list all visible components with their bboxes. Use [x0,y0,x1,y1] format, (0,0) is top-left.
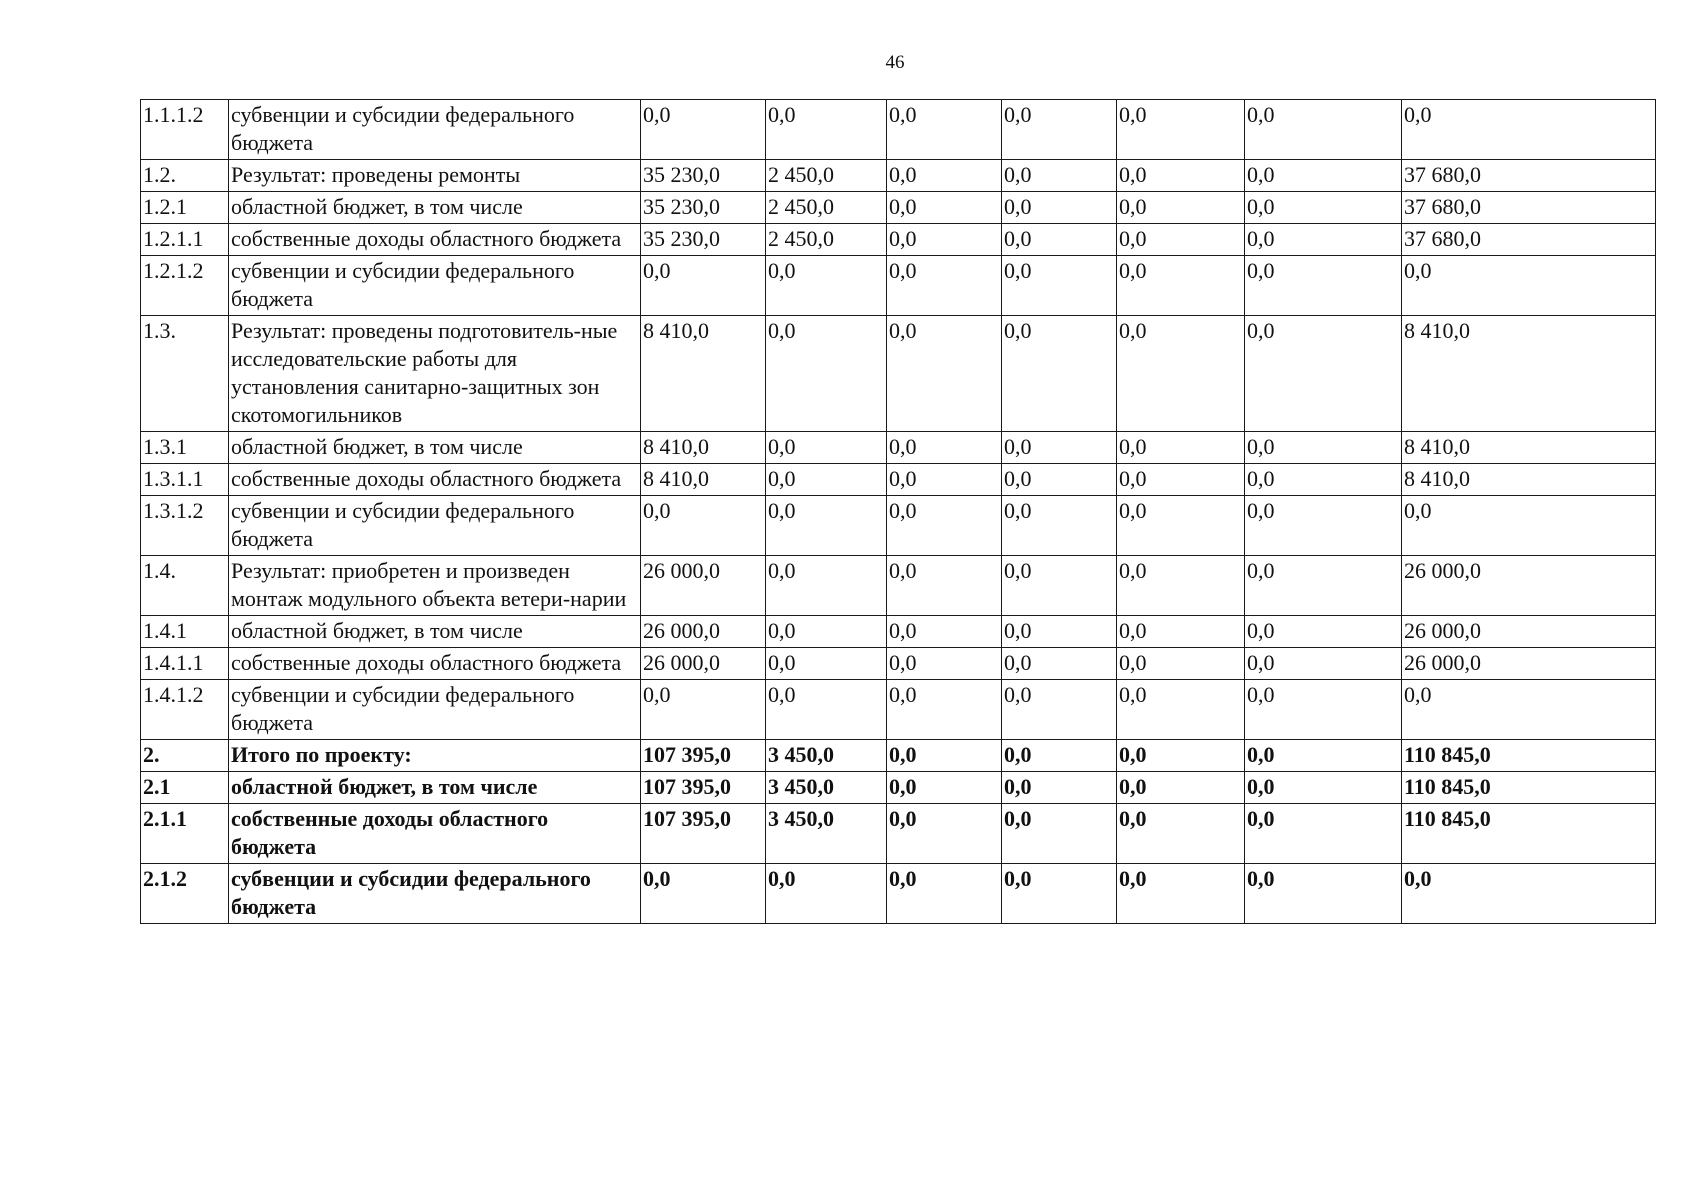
value-cell: 0,0 [1245,160,1402,192]
value-cell: 37 680,0 [1402,160,1656,192]
table-row [141,648,1656,680]
value-cell: 0,0 [1117,316,1245,432]
row-number-cell: 1.2.1 [141,192,229,224]
table-row [141,256,1656,316]
row-number-cell: 1.2.1.2 [141,256,229,316]
row-number-cell: 1.1.1.2 [141,100,229,160]
row-name-cell: собственные доходы областного бюджета [229,648,641,680]
row-name-cell: субвенции и субсидии федерального бюджета [229,100,641,160]
value-cell: 0,0 [1245,772,1402,804]
value-cell: 0,0 [1002,804,1117,864]
value-cell: 0,0 [1245,648,1402,680]
value-cell: 0,0 [1245,740,1402,772]
row-number-cell: 1.2. [141,160,229,192]
row-number-cell: 2.1.2 [141,864,229,924]
value-cell: 2 450,0 [766,192,887,224]
value-cell: 0,0 [887,680,1002,740]
value-cell: 110 845,0 [1402,804,1656,864]
value-cell: 0,0 [887,224,1002,256]
value-cell: 8 410,0 [1402,432,1656,464]
value-cell: 0,0 [1117,160,1245,192]
value-cell: 0,0 [1002,616,1117,648]
value-cell: 0,0 [1245,432,1402,464]
table-row [141,740,1656,772]
value-cell: 0,0 [766,100,887,160]
value-cell: 0,0 [887,464,1002,496]
value-cell: 0,0 [1117,100,1245,160]
value-cell: 0,0 [887,496,1002,556]
row-name-cell: областной бюджет, в том числе [229,432,641,464]
value-cell: 26 000,0 [1402,648,1656,680]
table-row [141,556,1656,616]
row-name-cell: собственные доходы областного бюджета [229,464,641,496]
table-row [141,804,1656,864]
value-cell: 0,0 [766,496,887,556]
row-name-cell: Результат: проведены ремонты [229,160,641,192]
value-cell: 8 410,0 [641,316,766,432]
value-cell: 0,0 [1245,556,1402,616]
value-cell: 0,0 [887,556,1002,616]
table-row [141,100,1656,160]
value-cell: 2 450,0 [766,160,887,192]
value-cell: 0,0 [1245,616,1402,648]
row-name-cell: Результат: приобретен и произведен монтаж модульного объекта ветери-нарии [229,556,641,616]
value-cell: 0,0 [1245,192,1402,224]
value-cell: 0,0 [1002,772,1117,804]
value-cell: 110 845,0 [1402,772,1656,804]
value-cell: 0,0 [887,740,1002,772]
row-name-cell: субвенции и субсидии федерального бюджета [229,680,641,740]
value-cell: 0,0 [1117,648,1245,680]
budget-table-body [141,100,1656,924]
value-cell: 0,0 [1002,464,1117,496]
value-cell: 26 000,0 [641,616,766,648]
value-cell: 8 410,0 [641,432,766,464]
table-row [141,496,1656,556]
value-cell: 0,0 [887,864,1002,924]
value-cell: 0,0 [1002,224,1117,256]
budget-table [140,99,1656,924]
value-cell: 0,0 [766,464,887,496]
row-number-cell: 2. [141,740,229,772]
value-cell: 0,0 [887,100,1002,160]
value-cell: 0,0 [1002,100,1117,160]
value-cell: 0,0 [1117,192,1245,224]
table-row [141,680,1656,740]
value-cell: 0,0 [766,432,887,464]
row-number-cell: 1.3.1 [141,432,229,464]
value-cell: 0,0 [1117,256,1245,316]
table-row [141,464,1656,496]
row-number-cell: 1.3.1.1 [141,464,229,496]
value-cell: 0,0 [1245,464,1402,496]
value-cell: 0,0 [887,316,1002,432]
value-cell: 0,0 [1117,864,1245,924]
value-cell: 3 450,0 [766,740,887,772]
value-cell: 0,0 [1402,496,1656,556]
value-cell: 0,0 [766,616,887,648]
value-cell: 0,0 [641,496,766,556]
value-cell: 0,0 [887,256,1002,316]
value-cell: 26 000,0 [1402,556,1656,616]
value-cell: 3 450,0 [766,804,887,864]
value-cell: 107 395,0 [641,740,766,772]
value-cell: 107 395,0 [641,772,766,804]
value-cell: 0,0 [641,256,766,316]
row-name-cell: субвенции и субсидии федерального бюджета [229,256,641,316]
value-cell: 0,0 [766,556,887,616]
value-cell: 0,0 [766,316,887,432]
value-cell: 0,0 [887,192,1002,224]
value-cell: 0,0 [1002,556,1117,616]
value-cell: 0,0 [1117,804,1245,864]
table-row [141,316,1656,432]
value-cell: 8 410,0 [641,464,766,496]
value-cell: 0,0 [887,772,1002,804]
page-number: 46 [885,52,905,73]
row-name-cell: субвенции и субсидии федерального бюджета [229,864,641,924]
table-row [141,864,1656,924]
row-name-cell: Результат: проведены подготовитель-ные исследовательские работы для установления санитарно-защитных зон скотомогильников [229,316,641,432]
value-cell: 0,0 [1245,496,1402,556]
value-cell: 0,0 [1402,864,1656,924]
table-row [141,772,1656,804]
row-number-cell: 2.1.1 [141,804,229,864]
table-row [141,160,1656,192]
value-cell: 0,0 [1002,648,1117,680]
value-cell: 0,0 [1002,316,1117,432]
value-cell: 0,0 [887,804,1002,864]
value-cell: 0,0 [1402,100,1656,160]
value-cell: 0,0 [1245,256,1402,316]
table-row [141,432,1656,464]
row-number-cell: 1.4.1.1 [141,648,229,680]
value-cell: 26 000,0 [641,648,766,680]
row-name-cell: областной бюджет, в том числе [229,192,641,224]
value-cell: 0,0 [1245,316,1402,432]
value-cell: 26 000,0 [641,556,766,616]
row-name-cell: областной бюджет, в том числе [229,772,641,804]
value-cell: 0,0 [1117,772,1245,804]
row-number-cell: 1.2.1.1 [141,224,229,256]
value-cell: 0,0 [1245,680,1402,740]
row-name-cell: Итого по проекту: [229,740,641,772]
value-cell: 0,0 [1117,496,1245,556]
value-cell: 0,0 [1002,864,1117,924]
value-cell: 0,0 [1117,680,1245,740]
value-cell: 0,0 [766,648,887,680]
value-cell: 3 450,0 [766,772,887,804]
value-cell: 0,0 [1245,100,1402,160]
row-number-cell: 1.3. [141,316,229,432]
table-row [141,224,1656,256]
value-cell: 0,0 [1245,224,1402,256]
value-cell: 0,0 [1402,680,1656,740]
value-cell: 0,0 [641,680,766,740]
value-cell: 35 230,0 [641,160,766,192]
value-cell: 0,0 [1117,464,1245,496]
value-cell: 0,0 [766,256,887,316]
row-name-cell: собственные доходы областного бюджета [229,804,641,864]
row-name-cell: областной бюджет, в том числе [229,616,641,648]
value-cell: 0,0 [641,864,766,924]
value-cell: 0,0 [1002,256,1117,316]
value-cell: 0,0 [1002,680,1117,740]
value-cell: 0,0 [641,100,766,160]
row-number-cell: 1.3.1.2 [141,496,229,556]
value-cell: 0,0 [1117,556,1245,616]
table-row [141,616,1656,648]
value-cell: 0,0 [1245,864,1402,924]
row-name-cell: субвенции и субсидии федерального бюджета [229,496,641,556]
value-cell: 0,0 [1117,432,1245,464]
value-cell: 0,0 [1402,256,1656,316]
value-cell: 0,0 [1002,192,1117,224]
value-cell: 107 395,0 [641,804,766,864]
value-cell: 0,0 [1002,432,1117,464]
value-cell: 2 450,0 [766,224,887,256]
row-number-cell: 1.4.1 [141,616,229,648]
value-cell: 0,0 [1002,740,1117,772]
value-cell: 0,0 [1002,160,1117,192]
value-cell: 0,0 [766,864,887,924]
row-number-cell: 2.1 [141,772,229,804]
value-cell: 0,0 [887,432,1002,464]
value-cell: 0,0 [766,680,887,740]
value-cell: 37 680,0 [1402,192,1656,224]
value-cell: 0,0 [1117,224,1245,256]
value-cell: 8 410,0 [1402,464,1656,496]
value-cell: 8 410,0 [1402,316,1656,432]
value-cell: 0,0 [1117,740,1245,772]
value-cell: 110 845,0 [1402,740,1656,772]
row-name-cell: собственные доходы областного бюджета [229,224,641,256]
row-number-cell: 1.4. [141,556,229,616]
value-cell: 0,0 [1002,496,1117,556]
value-cell: 35 230,0 [641,192,766,224]
value-cell: 35 230,0 [641,224,766,256]
table-row [141,192,1656,224]
value-cell: 26 000,0 [1402,616,1656,648]
value-cell: 0,0 [1117,616,1245,648]
value-cell: 37 680,0 [1402,224,1656,256]
row-number-cell: 1.4.1.2 [141,680,229,740]
value-cell: 0,0 [887,160,1002,192]
value-cell: 0,0 [887,648,1002,680]
value-cell: 0,0 [887,616,1002,648]
value-cell: 0,0 [1245,804,1402,864]
